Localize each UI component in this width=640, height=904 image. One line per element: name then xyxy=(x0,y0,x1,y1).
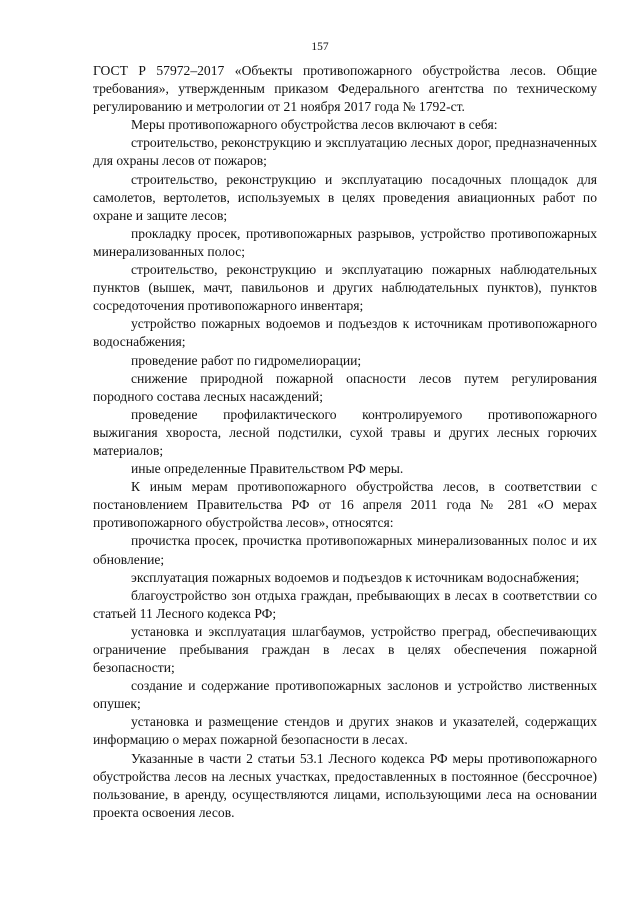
list-item: прокладку просек, противопожарных разрывов, устройство противопожарных минерализованных полос; xyxy=(93,225,597,259)
list-item: создание и содержание противопожарных заслонов и устройство лиственных опушек; xyxy=(93,678,597,712)
list-item: установка и эксплуатация шлагбаумов, устройство преград, обеспечивающих ограничение пребывания граждан в лесах в целях обеспечения пожарной безопасности; xyxy=(93,623,597,676)
list-item: строительство, реконструкцию и эксплуатацию лесных дорог, предназначенных для охраны лесов от пожаров; xyxy=(93,135,597,169)
list-item: проведение работ по гидромелиорации; xyxy=(131,352,362,368)
list-item: благоустройство зон отдыха граждан, пребывающих в лесах в соответствии со статьей 11 Лесного кодекса РФ; xyxy=(93,587,597,621)
list-item: прочистка просек, прочистка противопожарных минерализованных полос и их обновление; xyxy=(93,533,597,567)
page-number: 157 xyxy=(311,41,329,53)
list-item: устройство пожарных водоемов и подъездов к источникам противопожарного водоснабжения; xyxy=(93,316,597,350)
list-item: эксплуатация пожарных водоемов и подъездов к источникам водоснабжения; xyxy=(131,569,580,585)
paragraph-gost-reference: ГОСТ Р 57972–2017 «Объекты противопожарного обустройства лесов. Общие требования», утвержденным приказом Федерального агентства по техническому регулированию и метрологии от 21 ноября 2017 года № 1792-ст. xyxy=(93,63,597,115)
body-text xyxy=(93,62,597,822)
list-item: строительство, реконструкцию и эксплуатацию посадочных площадок для самолетов, вертолетов, используемых в целях проведения авиационных работ по охране и защите лесов; xyxy=(93,171,597,223)
paragraph-measures-intro: Меры противопожарного обустройства лесов включают в себя: xyxy=(131,117,498,133)
list-item: иные определенные Правительством РФ меры. xyxy=(131,461,404,477)
list-item: снижение природной пожарной опасности лесов путем регулирования породного состава лесных насаждений; xyxy=(93,370,597,404)
paragraph-conclusion: Указанные в части 2 статьи 53.1 Лесного кодекса РФ меры противопожарного обустройства лесов на лесных участках, предоставленных в постоянное (бессрочное) пользование, в аренду, осуществляются лицами, использующими леса на основании проекта освоения лесов. xyxy=(93,750,597,820)
list-item: проведение профилактического контролируемого противопожарного выжигания хвороста, лесной подстилки, сухой травы и других лесных горючих материалов; xyxy=(93,406,597,458)
list-item: строительство, реконструкцию и эксплуатацию пожарных наблюдательных пунктов (вышек, мачт, павильонов и других наблюдательных пунктов), пунктов сосредоточения противопожарного инвентаря; xyxy=(93,262,597,314)
list-item: установка и размещение стендов и других знаков и указателей, содержащих информацию о мерах пожарной безопасности в лесах. xyxy=(93,714,597,748)
paragraph-other-measures-intro: К иным мерам противопожарного обустройства лесов, в соответствии с постановлением Правительства РФ от 16 апреля 2011 года № 281 «О мерах противопожарного обустройства лесов», относятся: xyxy=(93,479,597,531)
